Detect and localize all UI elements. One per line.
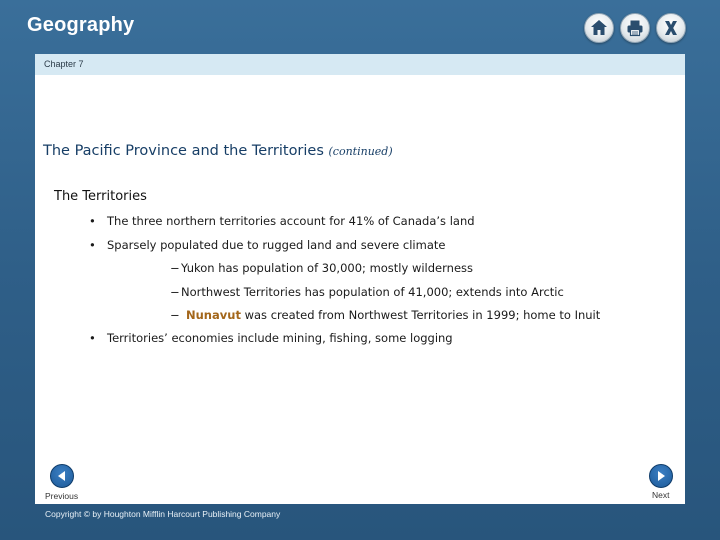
footer-bar <box>35 504 685 524</box>
bullet-marker: • <box>89 214 96 228</box>
chapter-label: Chapter 7 <box>44 59 84 69</box>
app-title: Geography <box>27 14 135 36</box>
close-x-icon <box>661 18 681 38</box>
sub-bullet-item <box>170 261 473 275</box>
bullet-item <box>89 331 453 345</box>
sub-bullet-text: Northwest Territories has population of 41,000; extends into Arctic <box>181 285 564 299</box>
top-toolbar <box>584 13 686 43</box>
sub-bullet-item <box>170 308 600 322</box>
print-button[interactable] <box>620 13 650 43</box>
bullet-item <box>89 214 475 228</box>
arrow-left-icon <box>56 470 68 482</box>
home-button[interactable] <box>584 13 614 43</box>
bullet-text: Territories’ economies include mining, fishing, some logging <box>107 331 453 345</box>
arrow-right-icon <box>655 470 667 482</box>
slide-title-suffix: (continued) <box>328 145 393 158</box>
printer-icon <box>625 18 645 38</box>
next-label[interactable]: Next <box>652 490 670 500</box>
bullet-item <box>89 238 445 252</box>
slide-title-text: The Pacific Province and the Territories <box>43 143 324 159</box>
previous-button[interactable] <box>50 464 74 488</box>
close-button[interactable] <box>656 13 686 43</box>
bullet-marker: • <box>89 331 96 345</box>
dash-marker: − <box>170 261 180 275</box>
highlight-term[interactable]: Nunavut <box>186 308 241 322</box>
bullet-marker: • <box>89 238 96 252</box>
next-button[interactable] <box>649 464 673 488</box>
bullet-text: The three northern territories account for 41% of Canada’s land <box>107 214 475 228</box>
slide-title <box>43 143 393 159</box>
slide-panel <box>35 54 685 504</box>
bullet-text: Sparsely populated due to rugged land and severe climate <box>107 238 446 252</box>
section-heading: The Territories <box>54 189 147 204</box>
sub-bullet-text: was created from Northwest Territories in 1999; home to Inuit <box>240 308 601 322</box>
dash-marker: − <box>170 285 180 299</box>
home-icon <box>589 18 609 38</box>
dash-marker: − <box>170 308 180 322</box>
sub-bullet-item <box>170 285 564 299</box>
previous-label[interactable]: Previous <box>45 491 79 501</box>
sub-bullet-text: Yukon has population of 30,000; mostly wilderness <box>181 261 474 275</box>
copyright-text: Copyright © by Houghton Mifflin Harcourt Publishing Company <box>45 509 281 519</box>
chapter-bar <box>35 54 685 75</box>
